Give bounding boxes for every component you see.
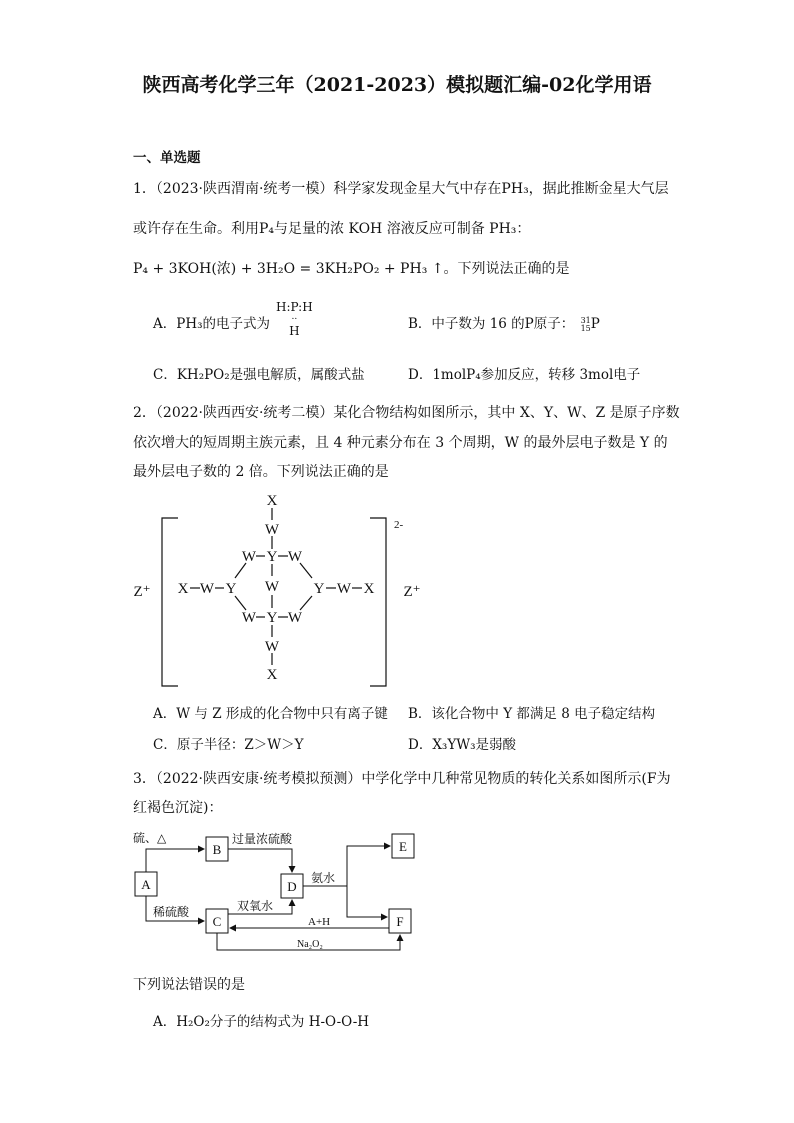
q1-line2: 或许存在生命。利用P₄与足量的浓 KOH 溶液反应可制备 PH₃：: [133, 221, 531, 237]
q2-structure-diagram: [120, 490, 440, 690]
q3-question: 下列说法错误的是: [133, 977, 245, 993]
edge-df-label: 氨水: [311, 871, 336, 885]
atom-w-top-right: W: [287, 549, 303, 565]
right-bracket: [370, 518, 386, 686]
q2-line3: 最外层电子数的 2 倍。下列说法正确的是: [133, 464, 389, 480]
atom-x-top: X: [266, 493, 278, 509]
box-b-label: B: [212, 842, 222, 857]
atom-w-bottom-left: W: [241, 610, 257, 626]
q1-nuclide-symbol: P: [590, 316, 600, 332]
q1-option-d: D．1molP₄参加反应，转移 3mol电子: [408, 367, 641, 383]
atom-y-left: Y: [225, 581, 237, 597]
q1-lewis-bottom: H: [289, 324, 300, 338]
atom-w-right: W: [336, 581, 352, 597]
q1-lewis-structure: H:P:H .. H: [276, 300, 313, 338]
atom-y-top: Y: [266, 549, 278, 565]
q1-option-b-text: B．中子数为 16 的P原子：: [408, 316, 575, 332]
atom-x-left: X: [177, 581, 189, 597]
q3-flow-diagram: [125, 822, 435, 962]
q3-option-a: A．H₂O₂分子的结构式为 H-O-O-H: [153, 1014, 370, 1030]
edge-cd-label: 双氧水: [237, 899, 274, 913]
q1-equation: P₄ + 3KOH(浓) + 3H₂O = 3KH₂PO₂ + PH₃ ↑: [133, 261, 444, 277]
q1-nuclide-numbers: [581, 317, 591, 333]
q1-option-b: [408, 312, 600, 333]
cation-left: Z⁺: [133, 584, 151, 600]
atom-x-bottom: X: [266, 667, 278, 683]
atom-y-right: Y: [313, 581, 325, 597]
section-heading: 一、单选题: [133, 150, 201, 166]
atom-y-bottom: Y: [266, 610, 278, 626]
q3-line1: 3．（2022·陕西安康·统考模拟预测）中学化学中几种常见物质的转化关系如图所示(F为: [133, 771, 671, 787]
atom-w-top: W: [264, 522, 280, 538]
cation-right: Z⁺: [403, 584, 421, 600]
box-d-label: D: [287, 879, 297, 894]
atom-x-right: X: [363, 581, 375, 597]
q2-option-b: B．该化合物中 Y 都满足 8 电子稳定结构: [408, 706, 656, 722]
box-a-label: A: [141, 877, 151, 892]
edge-fc-label: A+H: [308, 916, 331, 928]
q3-line2: 红褐色沉淀)：: [133, 800, 223, 816]
q2-option-d: D．X₃YW₃是弱酸: [408, 737, 517, 753]
atom-w-center: W: [264, 579, 280, 595]
atom-w-top-left: W: [241, 549, 257, 565]
edge-cf-label: Na₂O₂: [297, 939, 323, 950]
q1-equation-line: [133, 258, 569, 278]
q2-option-a: A．W 与 Z 形成的化合物中只有离子键: [153, 706, 388, 722]
q1-option-a: A．PH₃的电子式为: [153, 316, 271, 332]
edge-ab-label: 硫、△: [133, 831, 167, 845]
q2-option-c: C．原子半径：Z＞W＞Y: [153, 737, 304, 753]
q1-lewis-top: H:P:H: [276, 300, 313, 314]
q2-line1: 2．（2022·陕西西安·统考二模）某化合物结构如图所示，其中 X、Y、W、Z 是原子序数: [133, 405, 680, 421]
q1-nuclide-atomic: 15: [580, 323, 591, 333]
box-c-label: C: [212, 914, 222, 929]
q1-equation-tail: 。下列说法正确的是: [443, 261, 570, 277]
q1-line1: 1．（2023·陕西渭南·统考一模）科学家发现金星大气中存在PH₃，据此推断金星大气层: [133, 181, 669, 197]
q1-option-c: C．KH₂PO₂是强电解质，属酸式盐: [153, 367, 365, 383]
atom-w-left: W: [199, 581, 215, 597]
page-title: 陕西高考化学三年（2021-2023）模拟题汇编-02化学用语: [142, 74, 652, 96]
box-f-label: F: [396, 914, 404, 929]
edge-bd-label: 过量浓硫酸: [232, 832, 293, 846]
left-bracket: [162, 518, 178, 686]
q1-nuclide-mass: 31: [580, 315, 591, 325]
q2-line2: 依次增大的短周期主族元素，且 4 种元素分布在 3 个周期，W 的最外层电子数是 Y 的: [133, 435, 668, 451]
atom-w-bottom-right: W: [287, 610, 303, 626]
box-e-label: E: [399, 839, 407, 854]
atom-w-bottom: W: [264, 639, 280, 655]
anion-charge: 2-: [394, 519, 404, 531]
edge-ac-label: 稀硫酸: [153, 905, 190, 919]
